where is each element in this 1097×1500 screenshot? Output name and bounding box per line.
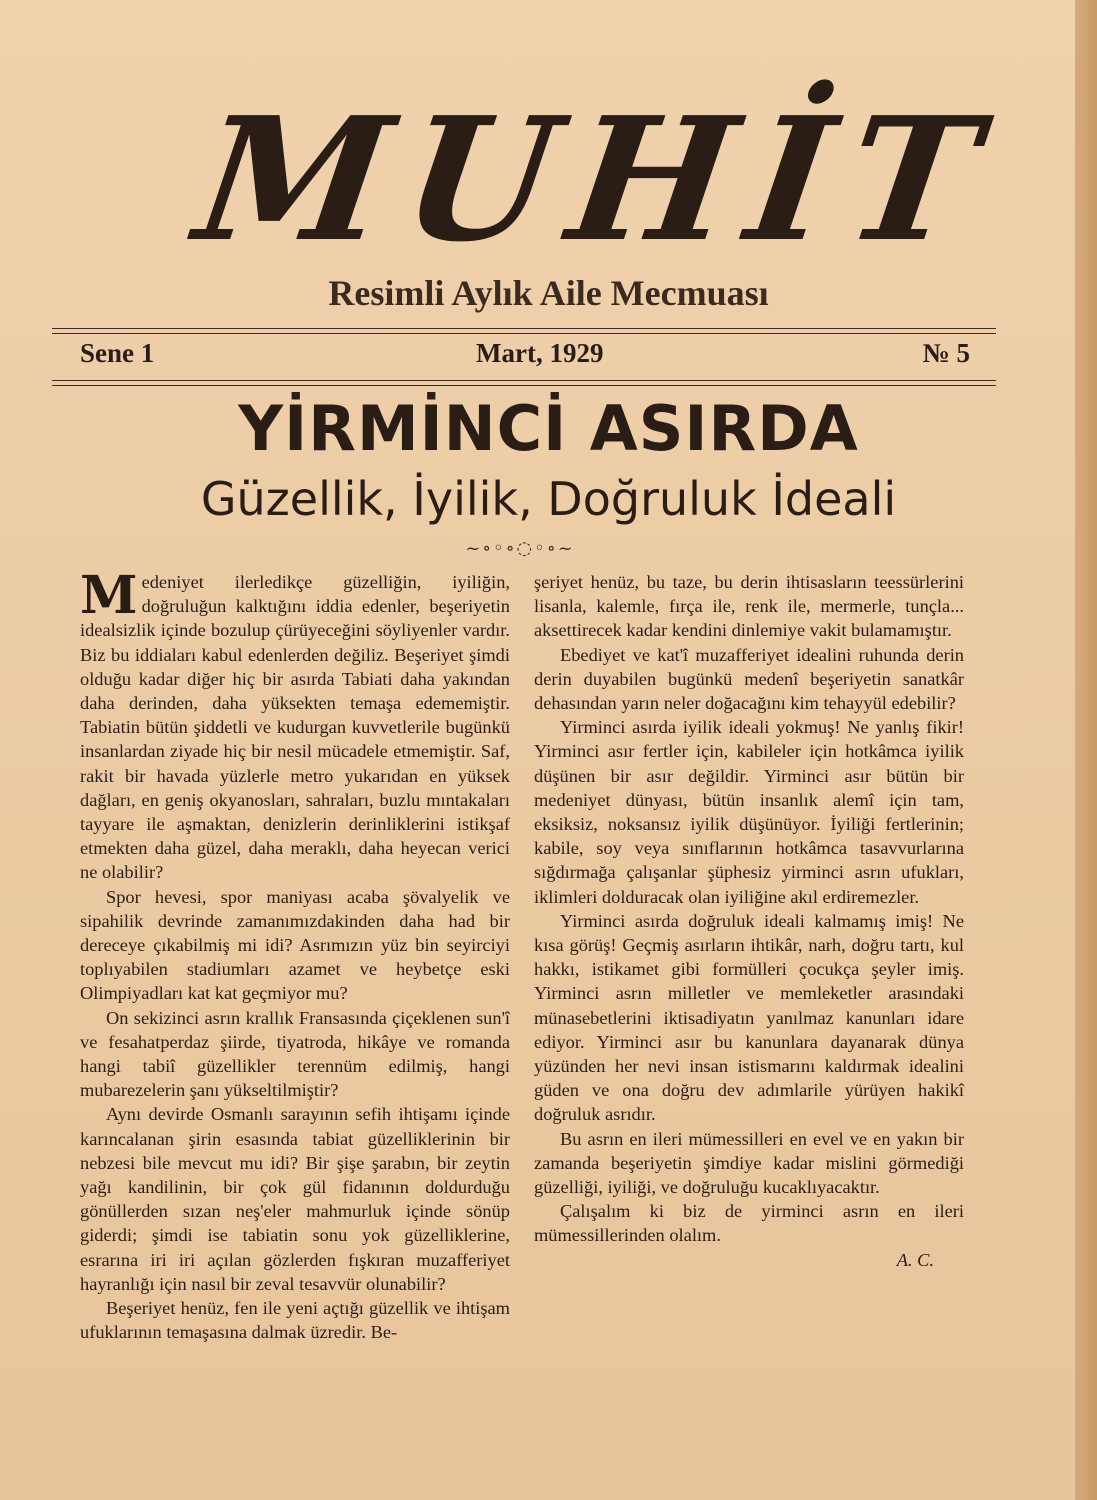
paragraph: Çalışalım ki biz de yirminci asrın en ileri mümessillerinden olalım. — [534, 1201, 964, 1246]
paragraph: şeriyet henüz, bu taze, bu derin ihtisasların teessürlerini lisanla, kalemle, fırça ile, renk ile, mermerle, tunçla... aksettirecek kadar kendini dinlemiye vakit bulamamıştır. — [534, 572, 964, 641]
issue-year: Sene 1 — [80, 338, 155, 368]
right-column — [534, 570, 964, 1272]
issue-info-row — [80, 338, 970, 374]
masthead-title: MUHİT — [185, 80, 1008, 280]
paragraph: Medeniyet ilerledikçe güzelliğin, iyiliğin, doğruluğun kalktığını iddia edenler, beşeriyetin idealsizlik içinde bozulup çürüyeceğini söyliyenler vardır. Biz bu iddiaları kabul edenlerden değiliz. Beşeriyet şimdi olduğu kadar diğer hiç bir asırda Tabiati daha yakından daha derinden, daha yüksekten temaşa edememiştir. Tabiatin bütün şiddetli ve kudurgan kuvvetlerile bugünkü insanlardan ziyade hiç bir nesil mücadele etmemiştir. Saf, rakit bir havada yüzlerle metro yukarıdan en yüksek dağları, en geniş okyanosları, sahraları, buzlu mıntakaları tayyare ile aşmaktan, denizlerin derinliklerini istikşaf etmekten daha güzel, daha meraklı, daha heyecan verici ne olabilir? — [80, 565, 510, 883]
top-rule-thin — [52, 333, 996, 334]
paragraph: Aynı devirde Osmanlı sarayının sefih ihtişamı içinde karıncalanan şirin esasında tabiat güzelliklerinin bir nebzesi bile mevcut mu idi? Bir şişe şarabın, bir zeytin yağı kandilinin, bir çok gül fidanının doldurduğu gönüllerden sızan neş'eler mahmurluk içinde sönüp giderdi; şimdi ise tabiatin sonu yok güzelliklerine, esrarına iri iri açılan gözlerden fışkıran muzafferiyet hayranlığı için nasıl bir zeval tesavvür olunabilir? — [80, 1104, 510, 1294]
paragraph: Yirminci asırda doğruluk ideali kalmamış imiş! Ne kısa görüş! Geçmiş asırların ihtikâr, narh, doğru tartı, kul hakkı, istikamet gibi formülleri çocukça şeyler imiş. Yirminci asrın milletler ve memleketler arasındaki münasebetlerini iktisadiyatın yanılmaz kanunları idare ediyor. Yirminci asır bu kanunlara dayanarak dünya yüzünden her nevi insan istismarını kaldırmak idealini güden ve ona doğru dev adımlarile yürüyen hakikî doğruluk asrıdır. — [534, 910, 964, 1125]
top-rule — [52, 328, 996, 329]
issue-date: Mart, 1929 — [476, 338, 604, 368]
paragraph: Spor hevesi, spor maniyası acaba şövalyelik ve sipahilik devrinde zamanımızdakinden daha had bir dereceye çıkabilmiş mi idi? Asrımızın yüz bin seyirciyi toplıyabilen stadiumları azamet ve heybetçe eski Olimpiyadları kat kat geçmiyor mu? — [80, 886, 510, 1004]
paragraph: Yirminci asırda iyilik ideali yokmuş! Ne yanlış fikir! Yirminci asır fertler için, kabileler için hotkâmca iyilik düşünen bir asır değildir. Yirminci asır bütün bir medeniyet dünyası, bütün insanlık alemî için tam, eksiksiz, noksansız iyilik düşünüyor. İyiliği fertlerinin; kabile, soy veya sınıflarının hotkâmca tasavvurlarına sığdırmağa çalışanlar şüphesiz yirminci asrın ufukları, iklimleri dolduracak olan iyiliğine akıl erdiremezler. — [534, 717, 964, 907]
dropcap: M — [80, 565, 138, 626]
author-signature: A. C. — [896, 1249, 934, 1270]
article-subheadline: Güzellik, İyilik, Doğruluk İdeali — [200, 472, 897, 526]
paragraph: Beşeriyet henüz, fen ile yeni açtığı güzellik ve ihtişam ufuklarının temaşasına dalmak üzredir. Be- — [80, 1298, 510, 1343]
paragraph: Bu asrın en ileri mümessilleri en evel ve en yakın bir zamanda beşeriyetin şimdiye kadar mislini görmediği güzelliği, iyiliği, ve doğruluğu kucaklıyacaktır. — [534, 1128, 964, 1198]
paragraph: On sekizinci asrın krallık Fransasında çiçeklenen sun'î ve fesahatperdaz şiirde, tiyatroda, hikâye ve romanda hangi tabiî güzellikler terennüm edilmiş, hangi mubarezelerin şanı yükseltilmiştir? — [80, 1007, 510, 1101]
left-column — [80, 565, 510, 1345]
page-edge — [1075, 0, 1097, 1500]
paragraph: Ebediyet ve kat'î muzafferiyet idealini ruhunda derin derin duyabilen bugünkü medenî beşeriyetin sanatkâr dehasından yarın neler doğacağını kim tehayyül edebilir? — [534, 644, 964, 714]
bottom-rule-thin — [52, 380, 996, 381]
issue-number: № 5 — [922, 338, 970, 368]
masthead-subtitle: Resimli Aylık Aile Mecmuası — [328, 273, 769, 313]
article-headline: YİRMİNCİ ASIRDA — [238, 392, 859, 465]
ornament-divider: ~∘◦∘◌◦∘~ — [465, 538, 575, 559]
bottom-rule — [52, 385, 996, 386]
